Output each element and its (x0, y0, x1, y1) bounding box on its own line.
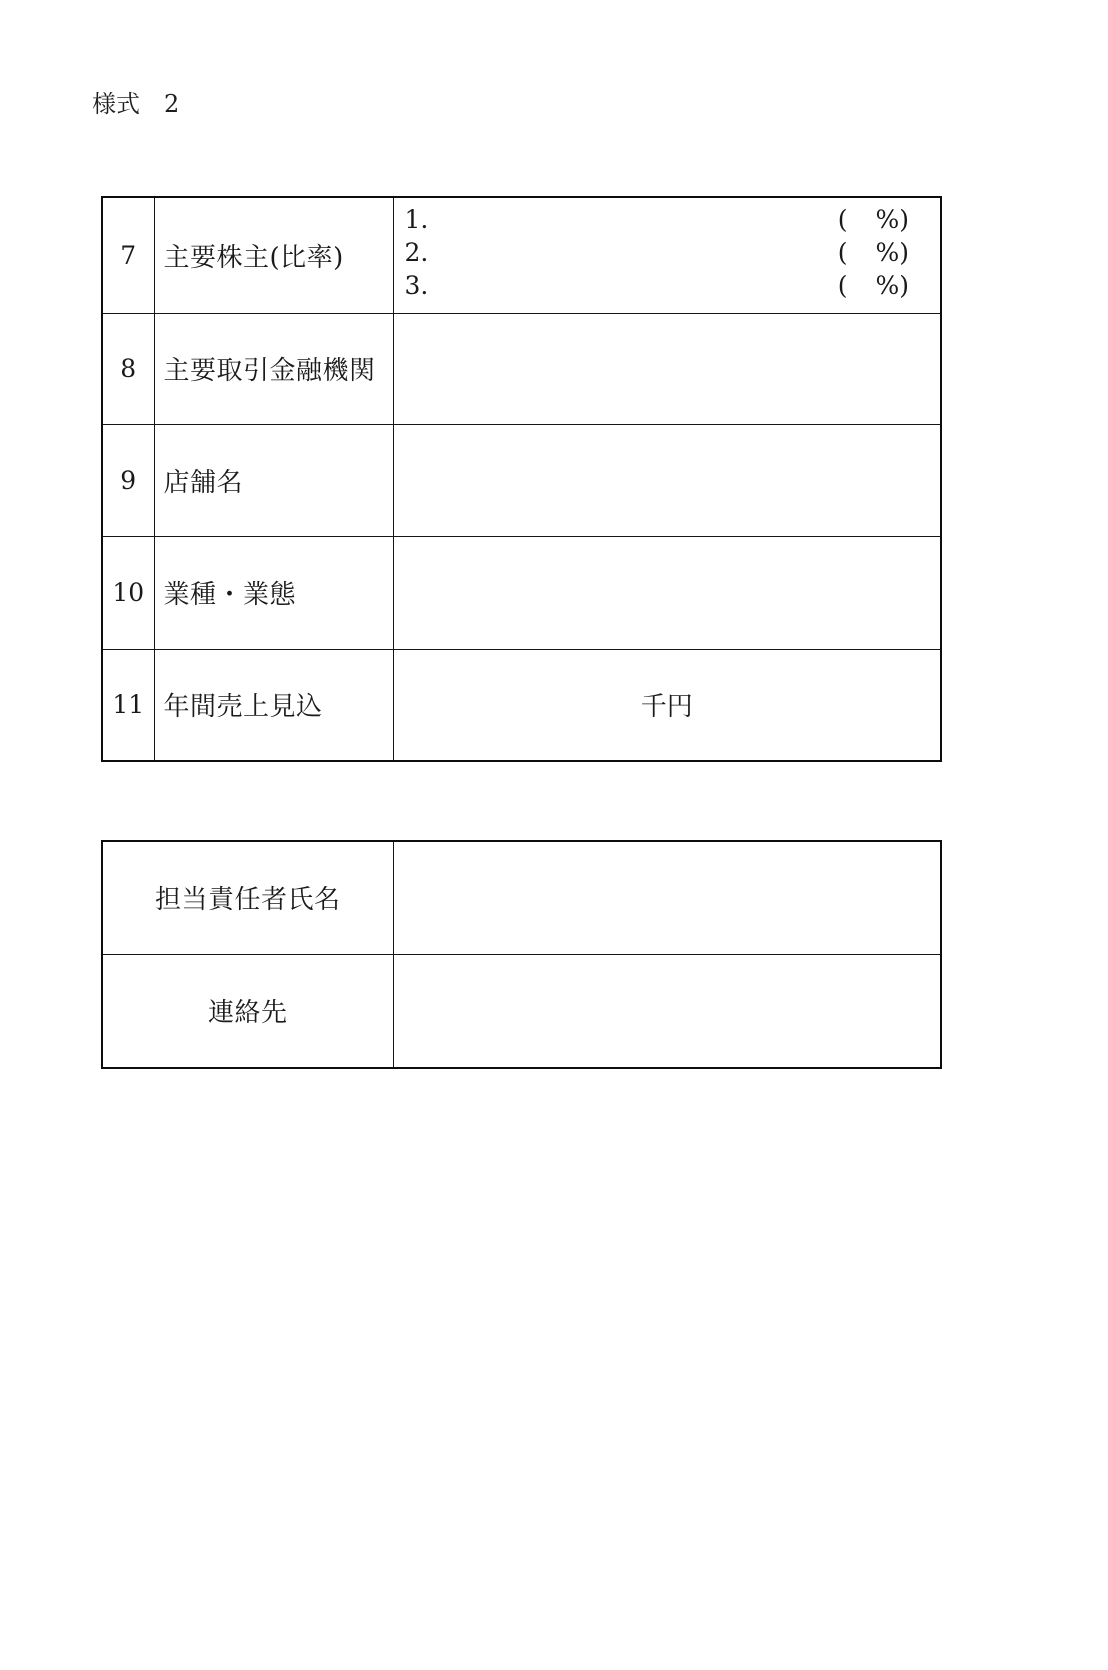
row-label-cell: 年間売上見込 (154, 649, 393, 761)
row-label-cell: 業種・業態 (154, 536, 393, 649)
form-number-label: 様式 2 (92, 90, 180, 118)
contact-content-cell (393, 954, 941, 1068)
percent-close: %) (875, 271, 909, 300)
row-business-type (102, 536, 941, 649)
percent-close: %) (875, 238, 909, 267)
row-contact-info (102, 954, 941, 1068)
row-label-cell: 主要取引金融機関 (154, 313, 393, 424)
row-major-shareholders (102, 197, 941, 313)
percent-open-paren: ( (837, 205, 848, 234)
row-main-banks (102, 313, 941, 424)
row-label-cell: 店舗名 (154, 424, 393, 536)
company-info-table (101, 196, 942, 762)
row-content-cell (393, 424, 941, 536)
shareholders-content-cell (393, 197, 941, 313)
shareholder-line-number: 2. (404, 238, 429, 267)
percent-group (838, 238, 909, 267)
row-number-cell: 7 (102, 197, 154, 313)
shareholder-line-number: 3. (404, 271, 429, 300)
percent-close: %) (875, 205, 909, 234)
percent-group (838, 271, 909, 300)
row-store-name (102, 424, 941, 536)
percent-group (838, 205, 909, 234)
shareholder-line-number: 1. (404, 205, 429, 234)
row-annual-sales (102, 649, 941, 761)
shareholder-line (405, 205, 910, 238)
percent-open-paren: ( (837, 238, 848, 267)
row-content-cell (393, 313, 941, 424)
row-content-cell (393, 536, 941, 649)
row-contact-person-name (102, 841, 941, 954)
row-label-cell: 主要株主(比率) (154, 197, 393, 313)
percent-open-paren: ( (837, 271, 848, 300)
row-number-cell: 11 (102, 649, 154, 761)
contact-label-cell: 連絡先 (102, 954, 393, 1068)
contact-label-cell: 担当責任者氏名 (102, 841, 393, 954)
row-number-cell: 10 (102, 536, 154, 649)
shareholder-line (405, 271, 910, 304)
contact-table (101, 840, 942, 1069)
annual-sales-unit-cell: 千円 (393, 649, 941, 761)
row-number-cell: 9 (102, 424, 154, 536)
shareholder-line (405, 238, 910, 271)
row-number-cell: 8 (102, 313, 154, 424)
contact-content-cell (393, 841, 941, 954)
